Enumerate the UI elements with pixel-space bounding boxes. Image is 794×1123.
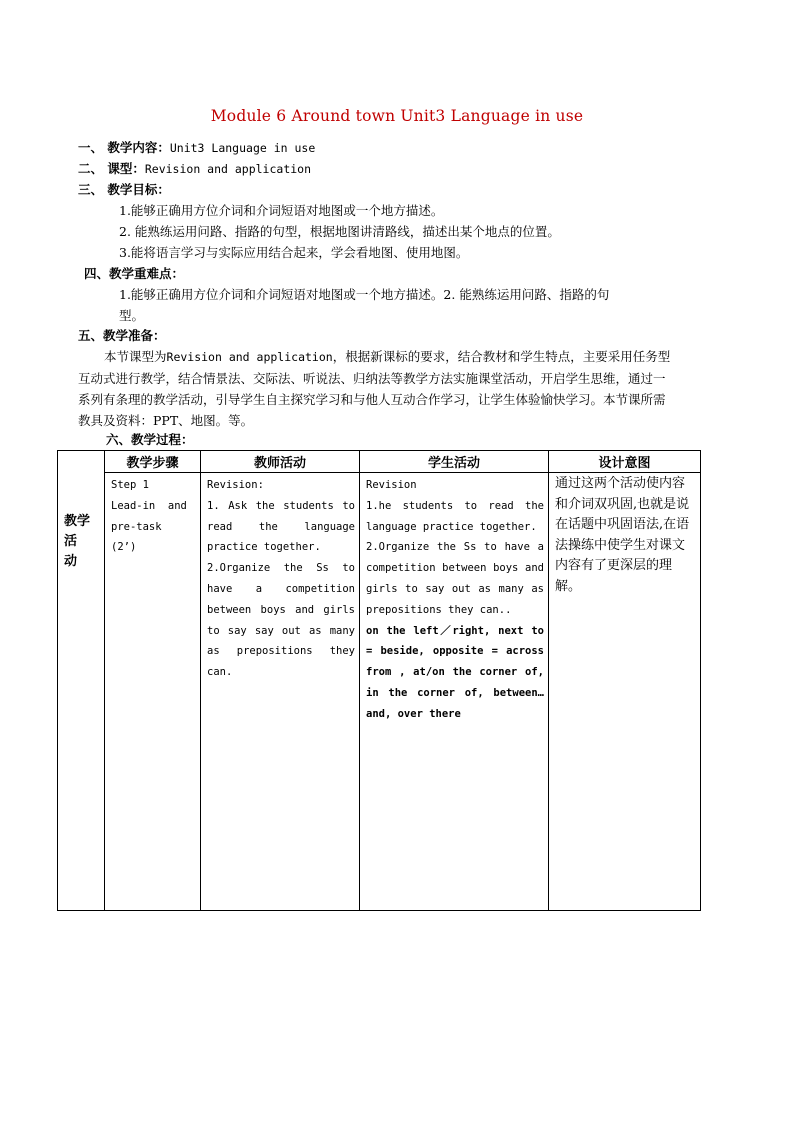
- student-activity-text: [360, 473, 548, 621]
- teacher-line-1: Revision:: [207, 479, 264, 491]
- section-lesson-type-heading: 二、 课型：: [78, 161, 145, 176]
- step-line-2: Lead-in and: [111, 499, 187, 512]
- student-line-3: 2.Organize the Ss to have a competition between boys and girls to say out as many as prepositions they can..: [366, 541, 544, 616]
- section-preparation-heading: 五、教学准备：: [78, 328, 166, 343]
- goal-item-2: 2. 能熟练运用问路、指路的句型，根据地图讲清路线，描述出某个地点的位置。: [119, 224, 560, 239]
- header-step: 教学步骤: [105, 451, 201, 473]
- teacher-activity-text: [201, 473, 359, 683]
- design-intent-cell: [549, 473, 701, 911]
- section-content-value: Unit3 Language in use: [169, 141, 316, 155]
- preparation-lesson-type: Revision and application: [166, 350, 333, 364]
- document-title: Module 6 Around town Unit3 Language in use: [210, 107, 584, 125]
- header-intent: 设计意图: [549, 451, 701, 473]
- key-points-line-1: 1.能够正确用方位介词和介词短语对地图或一个地方描述。2. 能熟练运用问路、指路的句: [119, 287, 610, 302]
- row-label-line-3: 动: [64, 554, 78, 569]
- step-line-3: pre-task: [111, 520, 162, 533]
- section-key-points-heading: 四、教学重难点：: [84, 266, 185, 281]
- key-points-line-2: 型。: [119, 308, 145, 323]
- header-student: 学生活动: [360, 451, 549, 473]
- teaching-process-table: [57, 450, 701, 911]
- prepositions-list: on the left／right, next to = beside, opposite = across from , at/on the corner of, in the corner of, between…and, over there: [366, 624, 544, 720]
- row-label-line-1: 教学: [64, 514, 91, 529]
- step-text: [105, 473, 200, 558]
- design-intent-text: 通过这两个活动使内容和介词双巩固,也就是说在话题中巩固语法,在语法操练中使学生对课文内容有了更深层的理解。: [555, 476, 690, 594]
- section-content: [78, 140, 315, 156]
- goal-item-1: 1.能够正确用方位介词和介词短语对地图或一个地方描述。: [119, 203, 444, 218]
- section-goals: [78, 182, 170, 198]
- teacher-activity-cell: [201, 473, 360, 911]
- step-line-1: Step 1: [111, 479, 149, 491]
- table-header-row: [58, 451, 701, 473]
- section-preparation: [78, 328, 166, 344]
- section-goals-heading: 三、 教学目标：: [78, 182, 170, 197]
- goal-item-3: 3.能将语言学习与实际应用结合起来，学会看地图、使用地图。: [119, 245, 469, 260]
- step-line-4: (2’): [111, 541, 137, 554]
- student-activity-cell: [360, 473, 549, 911]
- section-lesson-type: [78, 161, 311, 177]
- header-teacher: 教师活动: [201, 451, 360, 473]
- row-label-line-2: 活: [64, 534, 78, 549]
- row-label-cell: [58, 451, 105, 911]
- step-cell: [105, 473, 201, 911]
- section-process-heading: 六、教学过程：: [106, 432, 194, 447]
- preparation-paragraph: [78, 346, 676, 431]
- teacher-line-2: 1. Ask the students to read the language practice together.: [207, 499, 355, 554]
- section-process: [106, 432, 194, 448]
- preparation-text-b: ，根据新课标的要求，结合教材和学生特点，主要采用任务型互动式进行教学，结合情景法、交际法、听说法、归纳法等教学方法实施课堂活动，开启学生思维，通过一系列有条理的教学活动，引导学生自主探究学习和与他人互动合作学习，让学生体验愉快学习。本节课所需教具及资料：PPT、地图。等。: [78, 349, 671, 428]
- section-key-points: [84, 266, 184, 282]
- table-row: [58, 473, 701, 911]
- section-lesson-type-value: Revision and application: [144, 162, 312, 176]
- student-line-2: 1.he students to read the language practice together.: [366, 499, 544, 533]
- section-content-heading: 一、 教学内容：: [78, 140, 170, 155]
- student-line-1: Revision: [366, 479, 417, 491]
- teacher-line-3: 2.Organize the Ss to have a competition between boys and girls to say say out as many as prepositions they can.: [207, 562, 355, 679]
- preparation-text-a: 本节课型为: [104, 349, 167, 364]
